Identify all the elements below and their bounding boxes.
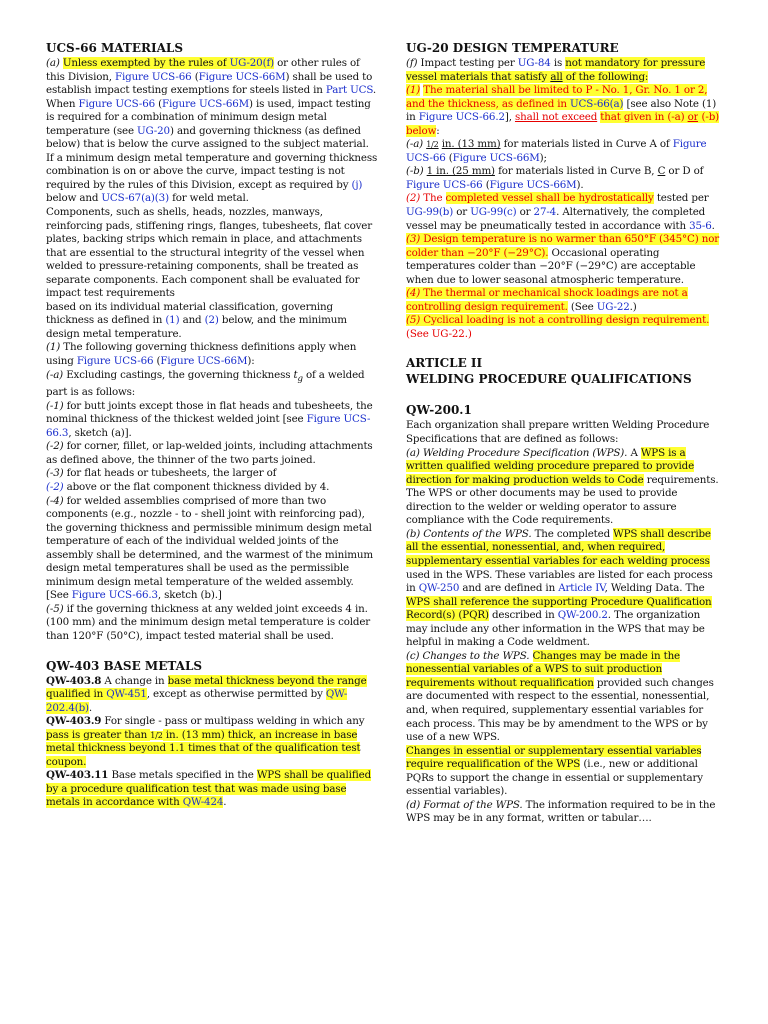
text: used in the WPS. These variables are listed for each process in <box>406 568 713 595</box>
red-highlight: The thermal or mechanical shock loadings are not a controlling design requirement. <box>406 287 688 313</box>
text: described in <box>491 609 555 622</box>
text: ( <box>156 355 161 368</box>
ref-ug99b-link[interactable]: UG-99(b) <box>406 206 454 219</box>
para-number: (1) <box>46 341 61 354</box>
text: Excluding castings, the governing thickness <box>66 368 291 381</box>
article-title: ARTICLE II <box>406 356 483 371</box>
ucs66-classification-para <box>46 301 378 342</box>
text: or other rules of this Division, <box>46 57 360 83</box>
text: ). <box>576 178 584 191</box>
ref-qw451-link[interactable]: QW-451 <box>106 688 147 701</box>
para-number: (4) <box>406 287 421 300</box>
ref-fig-ucs663-link[interactable]: Figure UCS-66.3 <box>71 589 158 602</box>
ucs66-sub-3 <box>46 467 378 481</box>
ref-j-link[interactable]: (j) <box>351 178 363 191</box>
ref-ug99c-link[interactable]: UG-99(c) <box>470 206 517 219</box>
text: . Alternatively, the completed vessel may be pneumatically tested in accordance with <box>406 206 706 232</box>
para-number: (-5) <box>46 602 64 615</box>
para-number: (-3) <box>46 467 64 480</box>
text: based on its individual material classification, governing thickness as defined in <box>46 300 333 327</box>
text: . When <box>46 84 376 110</box>
text: ( <box>448 151 453 164</box>
text: . <box>711 219 715 232</box>
text: for materials listed in Curve B, <box>498 165 655 178</box>
ref-ug84-link[interactable]: UG-84 <box>517 57 551 69</box>
ref-fig-ucs66-link[interactable]: Figure UCS-66 <box>115 70 192 83</box>
red-highlight: (-b) below <box>406 111 720 137</box>
ug20-1b <box>406 165 724 192</box>
text: is <box>553 57 563 69</box>
ref-fig-ucs66m-link[interactable]: Figure UCS-66M <box>452 151 540 164</box>
ref-ug20-link[interactable]: UG-20 <box>137 124 170 137</box>
text: ( <box>485 178 490 191</box>
red-highlight: Cyclical loading is not a controlling design requirement. <box>423 314 710 327</box>
para-number: QW-403.8 <box>46 674 102 687</box>
ref-fig-ucs66-link[interactable]: Figure UCS-66 <box>406 178 483 191</box>
text: ( <box>194 70 199 83</box>
ref-ug22-link[interactable]: UG-22 <box>596 300 630 313</box>
ug20-f <box>406 57 724 84</box>
text: . <box>223 796 227 809</box>
ref-fig-ucs66m-link[interactable]: Figure UCS-66M <box>489 178 577 191</box>
spacer <box>46 644 378 658</box>
text: [see also Note (1) in <box>406 97 717 124</box>
highlight: Changes may be made in the nonessential variables of a WPS to suit production requirements without requalification <box>406 649 680 689</box>
ref-fig-ucs66-link[interactable]: Figure UCS-66 <box>78 97 156 110</box>
text: ( <box>158 97 163 110</box>
article-subtitle: WELDING PROCEDURE QUALIFICATIONS <box>406 372 692 387</box>
highlight: WPS shall be qualified by a procedure qualification test that was made using base metals in accordance with <box>46 769 372 809</box>
ref-1-link[interactable]: (1) <box>165 314 180 327</box>
red-highlight: that given in (-a) <box>600 111 685 124</box>
ref-qw2024b-link[interactable]: QW-202.4(b) <box>46 688 348 714</box>
highlight: of the following: <box>565 70 649 83</box>
highlight: pass is greater than <box>46 728 148 741</box>
ref-2-link[interactable]: (2) <box>204 314 219 327</box>
text: for welded assemblies comprised of more than two components (e.g., nozzle - to - shell joint with reinforcing pad), the governing thickness and permissible minimum design metal temperature of each of the individual welded joints of the assembly shall be determined, and the warmest of the minimum design metal temperatures shall be used as the permissible minimum design metal temperature of the welded assembly. [See <box>46 494 373 602</box>
text: Impact testing per <box>420 57 515 69</box>
ucs66-sub-5 <box>46 603 378 644</box>
underlined-text: C <box>657 165 666 178</box>
text: (i.e., new or additional PQRs to support the change in essential or supplementary essential variables). <box>406 758 703 798</box>
text: ): <box>247 355 255 368</box>
ref-fig-ucs66-link[interactable]: Figure UCS-66 <box>406 138 707 164</box>
ucs66-sub-2 <box>46 440 378 467</box>
para-number: (a) <box>46 57 60 69</box>
text: The information required to be in the WPS may be in any format, written or tabular…. <box>406 798 716 825</box>
text: requirements. The WPS or other documents may be used to provide direction to the welder or welding operator to assure compliance with the Code requirements. <box>406 473 719 527</box>
spacer <box>406 341 724 355</box>
text: for weld metal. <box>172 192 249 205</box>
para-number: (-2) <box>46 440 64 453</box>
qw403-11 <box>46 769 378 810</box>
ref-fig-ucs663-link[interactable]: Figure UCS-66.3 <box>46 413 371 439</box>
ref-fig-ucs66m-link[interactable]: Figure UCS-66M <box>162 97 250 110</box>
text: : <box>436 124 440 137</box>
ug20-4 <box>406 287 724 314</box>
text: and <box>182 314 202 327</box>
qw403-8 <box>46 675 378 716</box>
spacer <box>406 388 724 402</box>
para-number: (1) <box>406 84 421 97</box>
text: ) is used, impact testing is required for a combination of minimum design metal temperature (see <box>46 97 371 137</box>
ucs66-heading: UCS-66 MATERIALS <box>46 41 183 55</box>
text: or <box>456 206 468 219</box>
ucs66-para-a <box>46 57 378 206</box>
red-text: The <box>423 192 443 205</box>
qw200-c2 <box>406 745 724 799</box>
para-number: (a) Welding Procedure Specification (WPS). <box>406 446 628 459</box>
text: of a welded part is as follows: <box>46 368 365 399</box>
highlight: WPS shall describe all the essential, nonessential, and, when required, supplementary essential variables for each welding process <box>406 527 711 567</box>
ref-27-4-link[interactable]: 27-4 <box>533 206 557 219</box>
symbol: t <box>293 368 298 381</box>
ucs66-sub-3b <box>46 481 378 495</box>
text: A change in <box>104 674 165 687</box>
ucs66-sub-4 <box>46 495 378 603</box>
text: or D <box>668 165 691 178</box>
text: tested per <box>656 192 709 205</box>
red-highlight: Design temperature is no warmer than 650°F (345°C) nor colder than −20°F (−29°C). <box>406 233 720 259</box>
para-number: (c) Changes to the WPS. <box>406 649 530 662</box>
highlight: in. (13 mm) thick, an increase in base metal thickness beyond 1.1 times that of the qualification test coupon. <box>46 728 361 768</box>
ref-fig-ucs662-link[interactable]: Figure UCS-66.2 <box>418 111 505 124</box>
ucs66-components-para: Components, such as shells, heads, nozzles, manways, reinforcing pads, stiffening rings, flanges, tubesheets, flat cover plates, backing strips which remain in place, and attachments that are essential to the structural integrity of the vessel when welded to pressure-retaining components, shall be treated as separate components. Each component shall be evaluated for impact test requirements <box>46 206 373 300</box>
text: , sketch (b).] <box>157 589 222 602</box>
ug20-1 <box>406 84 724 138</box>
text: of <box>693 165 704 178</box>
highlight: Changes in essential or supplementary essential variables require requalification of the WPS <box>406 744 702 771</box>
text: provided such changes are documented with respect to the essential, nonessential, and, when required, supplementary essential variables for each process. This may be by amendment to the WPS or by use of a new WPS. <box>406 676 714 744</box>
qw403-heading: QW-403 BASE METALS <box>46 658 203 673</box>
text: The following governing thickness definitions apply when using <box>46 341 357 368</box>
ref-fig-ucs66m-link[interactable]: Figure UCS-66M <box>198 70 286 83</box>
ucs66-sub-1 <box>46 400 378 441</box>
text: ) and governing thickness (as defined below) that is below the curve assigned to the subject material. If a minimum design metal temperature and governing thickness combination is on or above the curve, impact testing is not required by the rules of this Division, except as required by <box>46 124 378 191</box>
ucs66-para-a-castings <box>46 369 378 400</box>
para-number: QW-403.11 <box>46 769 109 782</box>
highlight: base metal thickness beyond the range qualified in <box>46 674 367 701</box>
text: , sketch (a)]. <box>68 426 132 439</box>
qw403-9 <box>46 715 378 769</box>
underlined-text: 1 in. (25 mm) <box>426 165 495 178</box>
text: below, and the minimum design metal temperature. <box>46 314 347 340</box>
right-column <box>406 40 724 826</box>
text: Occasional operating temperatures colder than −20°F (−29°C) are acceptable when due to lower seasonal atmospheric temperature. <box>406 246 696 286</box>
qw200-intro: Each organization shall prepare written Welding Procedure Specifications that are defined as follows: <box>406 419 710 446</box>
para-number: (5) <box>406 314 421 327</box>
text: ) shall be used to establish impact testing exemptions for steels listed in <box>46 70 373 97</box>
red-highlight: The material shall be limited to P - No. 1, Gr. No. 1 or 2, and the thickness, as defined in <box>406 84 708 110</box>
fraction: 1/2 <box>426 140 439 150</box>
ref-ucs67-link[interactable]: UCS-67(a)(3) <box>101 192 169 205</box>
text: for flat heads or tubesheets, the larger of <box>66 467 277 480</box>
ug20-2 <box>406 192 724 233</box>
highlight: not mandatory for pressure vessel materials that satisfy <box>406 57 706 83</box>
text: and are defined in <box>462 582 556 595</box>
text: , Welding Data. The <box>604 582 705 595</box>
left-column <box>46 40 378 810</box>
text: ); <box>539 151 547 164</box>
qw200-a <box>406 447 724 528</box>
qw200-heading: QW-200.1 <box>406 403 472 418</box>
highlight: WPS shall reference the supporting Procedure Qualification Record(s) (PQR) <box>406 595 712 622</box>
red-underlined-text: shall not exceed <box>514 111 598 124</box>
ref-qw2002-link[interactable]: QW-200.2 <box>557 609 608 622</box>
ref-fig-ucs66m-link[interactable]: Figure UCS-66M <box>160 355 248 368</box>
text: or <box>519 206 531 219</box>
text: for materials listed in Curve A of <box>503 138 670 151</box>
text: . <box>88 701 93 714</box>
underlined-text: all <box>550 70 563 83</box>
ug20-1a <box>406 138 724 165</box>
ref-part-ucs-link[interactable]: Part UCS <box>325 84 373 97</box>
para-number: (b) Contents of the WPS. <box>406 527 532 540</box>
para-number: (f) <box>406 57 418 69</box>
text: if the governing thickness at any welded joint exceeds 4 in. (100 mm) and the minimum design metal temperature is colder than 120°F (50°C), impact tested material shall be used. <box>46 602 371 643</box>
text: for butt joints except those in flat heads and tubesheets, the nominal thickness of the thickest welded joint [see <box>46 399 373 426</box>
text: above or the flat component thickness divided by 4. <box>66 481 330 493</box>
ref-ucs66a-link[interactable]: UCS-66(a) <box>570 97 624 110</box>
para-number: (-b) <box>406 165 424 178</box>
text: below and <box>46 192 99 205</box>
red-underlined-text: or <box>687 111 699 124</box>
ref-ug20f-link[interactable]: UG-20(f) <box>229 57 274 69</box>
qw200-b <box>406 528 724 650</box>
para-number: (-a) <box>46 368 64 381</box>
text: for corner, fillet, or lap-welded joints, including attachments as defined above, the thinner of the two parts joined. <box>46 440 373 466</box>
para-number: (-a) <box>406 138 424 151</box>
highlight: Unless exempted by the rules of <box>62 57 227 69</box>
ref-35-6-link[interactable]: 35-6 <box>689 219 712 232</box>
ug20-3 <box>406 233 724 287</box>
text: , except as otherwise permitted by <box>146 688 323 701</box>
para-number: QW-403.9 <box>46 715 102 728</box>
ref-fig-ucs66-link[interactable]: Figure UCS-66 <box>76 355 154 368</box>
text: A <box>630 446 638 459</box>
text: (See <box>570 300 594 313</box>
fraction: 1/2 <box>150 730 163 740</box>
para-number: (-4) <box>46 494 64 507</box>
para-number: (-1) <box>46 399 64 412</box>
underlined-text: in. (13 mm) <box>441 138 501 151</box>
ref-qw250-link[interactable]: QW-250 <box>418 582 460 595</box>
para-number: (3) <box>406 233 421 246</box>
text: . The organization may include any other information in the WPS that may be helpful in making a Code weldment. <box>406 609 705 649</box>
text: The completed <box>534 527 611 540</box>
red-highlight: completed vessel shall be hydrostatically <box>445 192 654 205</box>
text: For single - pass or multipass welding in which any <box>104 715 365 728</box>
red-text: (See UG-22.) <box>406 327 472 340</box>
text: .) <box>629 300 637 313</box>
qw200-d <box>406 799 724 826</box>
text: Base metals specified in the <box>111 769 254 782</box>
ucs66-para-1 <box>46 341 378 368</box>
highlight: WPS is a written qualified welding procedure prepared to provide direction for making production welds to Code <box>406 446 695 486</box>
ug20-heading: UG-20 DESIGN TEMPERATURE <box>406 41 619 55</box>
para-number: (2) <box>406 192 421 205</box>
para-number: (d) Format of the WPS. <box>406 798 523 811</box>
symbol-sub: g <box>297 373 303 384</box>
ref-article-iv-link[interactable]: Article IV <box>558 582 605 595</box>
ref-minus2-link[interactable]: (-2) <box>46 481 64 493</box>
ug20-5 <box>406 314 724 341</box>
ref-qw424-link[interactable]: QW-424 <box>182 796 224 809</box>
text: ], <box>504 111 512 124</box>
qw200-c <box>406 650 724 745</box>
